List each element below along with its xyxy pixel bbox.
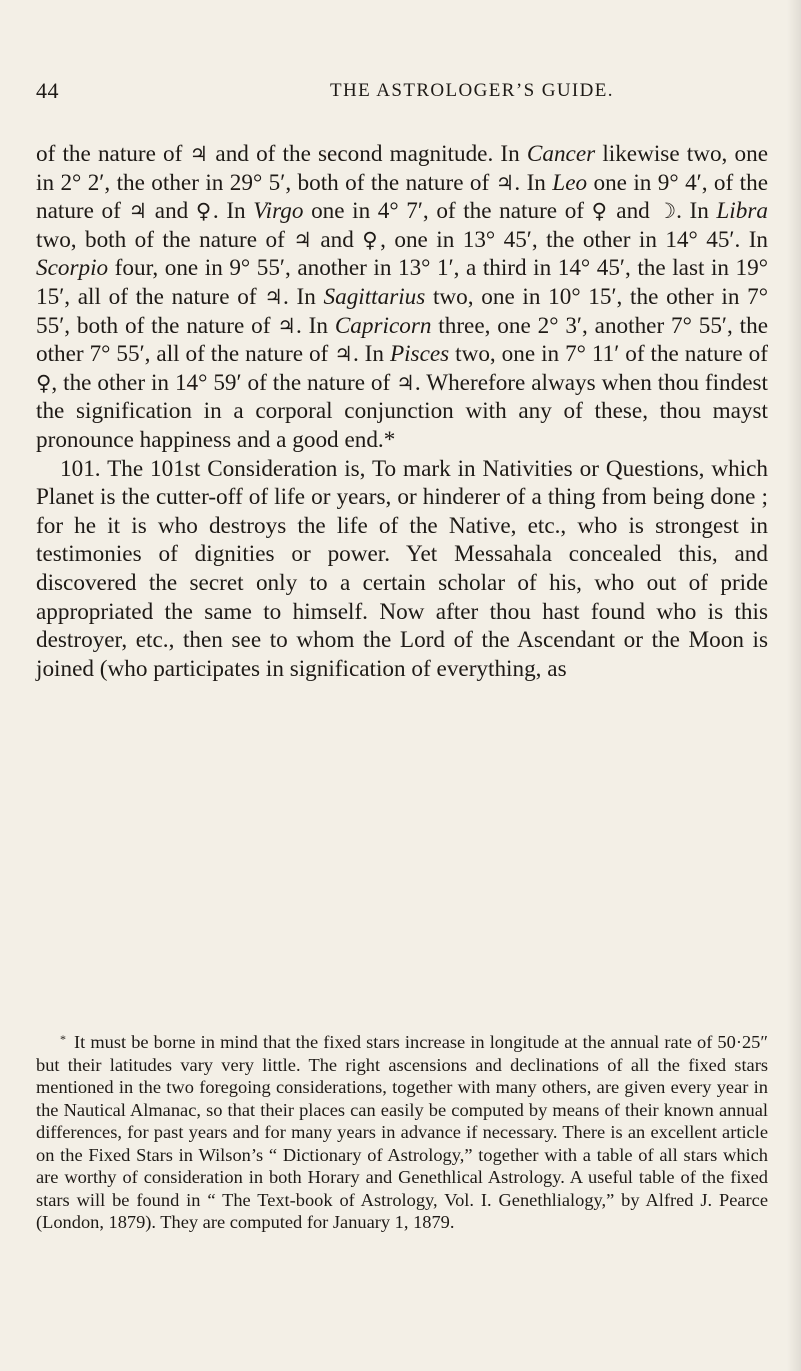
sign-virgo: Virgo — [253, 198, 304, 225]
page-number: 44 — [36, 78, 59, 103]
jupiter-symbol: ♃ — [293, 227, 312, 252]
paragraph-consideration-101: 101. The 101st Consideration is, To mark in Nativities or Questions, which Planet is the cutter-off of life or years, or hinderer of a thing from being done ; for he it is who destroys the life of the Native, etc., who is strongest in testimonies of dignities or power. Yet Messahala concealed this, and discovered the secret only to a certain scholar of his, who out of pride appropriated the same to himself. Now after thou hast found who is this destroyer, etc., then see to whom the Lord of the Ascendant or the Moon is joined (who participates in signification of everything, as — [36, 455, 768, 682]
footnote-paragraph — [36, 1028, 768, 1234]
sign-sagittarius: Sagittarius — [323, 283, 426, 310]
jupiter-symbol: ♃ — [495, 170, 515, 195]
footnote-text: It must be borne in mind that the fixed stars increase in longitude at the annual rate of 50·25″ but their latitudes vary very little. The right ascensions and declinations of all the fixed stars mentioned in the two foregoing considerations, together with many others, are given every year in the Nautical Almanac, so that their places can easily be computed by means of their known annual differences, for past years and for many years in advance if necessary. There is an excellent article on the Fixed Stars in Wilson’s “ Dictionary of Astrology,” together with a table of all stars which are worthy of consideration in both Horary and Genethlical Astrology. A useful table of the fixed stars will be found in “ The Text-book of Astrology, Vol. I. Genethlialogy,” by Alfred J. Pearce (London, 1879). They are computed for January 1, 1879. — [36, 1032, 768, 1232]
sign-libra: Libra — [716, 198, 768, 225]
sign-scorpio: Scorpio — [36, 255, 109, 282]
jupiter-symbol: ♃ — [277, 313, 296, 338]
jupiter-symbol: ♃ — [264, 284, 283, 309]
jupiter-symbol: ♃ — [334, 342, 353, 367]
footnote — [36, 1028, 768, 1234]
venus-symbol: ♀ — [362, 227, 381, 252]
venus-symbol: ♀ — [195, 199, 213, 224]
jupiter-symbol: ♃ — [128, 199, 148, 224]
venus-symbol: ♀ — [36, 370, 52, 395]
venus-symbol: ♀ — [591, 199, 609, 224]
sign-pisces: Pisces — [389, 341, 450, 368]
sign-capricorn: Capricorn — [334, 312, 432, 339]
jupiter-symbol: ♃ — [396, 370, 415, 395]
jupiter-symbol: ♃ — [189, 142, 209, 166]
body-text — [36, 140, 768, 683]
paragraph-fixed-stars: of the nature of ♃ and of the second magnitude. In Cancer likewise two, one in 2° 2′, the other in 29° 5′, both of the nature of ♃. In Leo one in 9° 4′, of the nature of ♃ and ♀. In Virgo one in 4° 7′, of the nature of ♀ and ☽. In Libra two, both of the nature of ♃ and ♀, one in 13° 45′, the other in 14° 45′. In Scorpio four, one in 9° 55′, another in 13° 1′, a third in 14° 45′, the last in 19° 15′, all of the nature of ♃. In Sagittarius two, one in 10° 15′, the other in 7° 55′, both of the nature of ♃. In Capricorn three, one 2° 3′, another 7° 55′, the other 7° 55′, all of the nature of ♃. In Pisces two, one in 7° 11′ of the nature of ♀, the other in 14° 59′ of the nature of ♃. Wherefore always when thou findest the signification in a corporal conjunction with any of these, thou mayst pronounce happiness and a good end.* — [36, 141, 769, 453]
moon-symbol: ☽ — [657, 199, 677, 224]
page-header — [0, 78, 801, 108]
running-head: THE ASTROLOGER’S GUIDE. — [330, 80, 614, 101]
footnote-marker: * — [60, 1032, 66, 1046]
sign-cancer: Cancer — [526, 141, 596, 167]
sign-leo: Leo — [552, 169, 588, 196]
page-edge-shadow — [787, 0, 801, 1371]
